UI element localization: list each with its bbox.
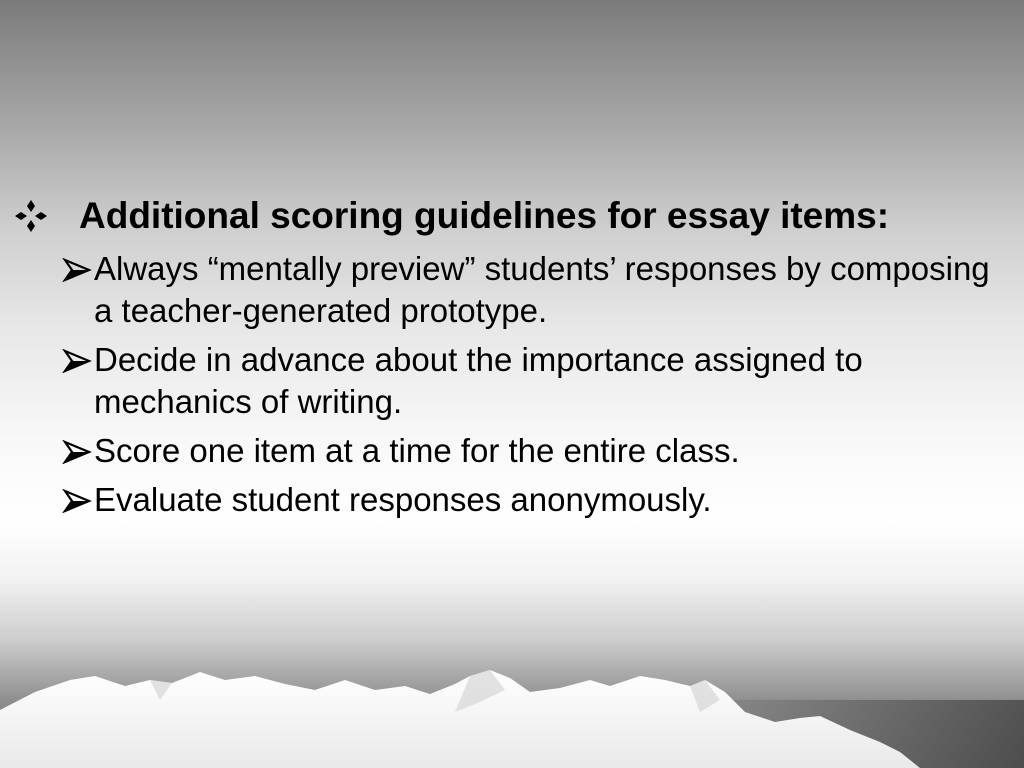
list-item-text: Evaluate student responses anonymously.	[94, 481, 712, 518]
list-item	[62, 248, 1012, 332]
four-diamond-bullet-icon	[14, 199, 48, 233]
list-item-text: Always “mentally preview” students’ responses by composing a teacher-generated prototype.	[94, 250, 990, 329]
list-item	[62, 430, 1012, 472]
arrow-bullet-icon	[62, 440, 92, 464]
list-item-text: Score one item at a time for the entire class.	[94, 432, 740, 469]
list-item-text: Decide in advance about the importance assigned to mechanics of writing.	[94, 341, 863, 420]
list-item	[62, 479, 1012, 521]
slide-heading: Additional scoring guidelines for essay items:	[79, 195, 890, 236]
arrow-bullet-icon	[62, 258, 92, 282]
guideline-list	[62, 248, 1012, 528]
arrow-bullet-icon	[62, 349, 92, 373]
heading-row	[12, 192, 1016, 242]
arrow-bullet-icon	[62, 489, 92, 513]
list-item	[62, 339, 1012, 423]
